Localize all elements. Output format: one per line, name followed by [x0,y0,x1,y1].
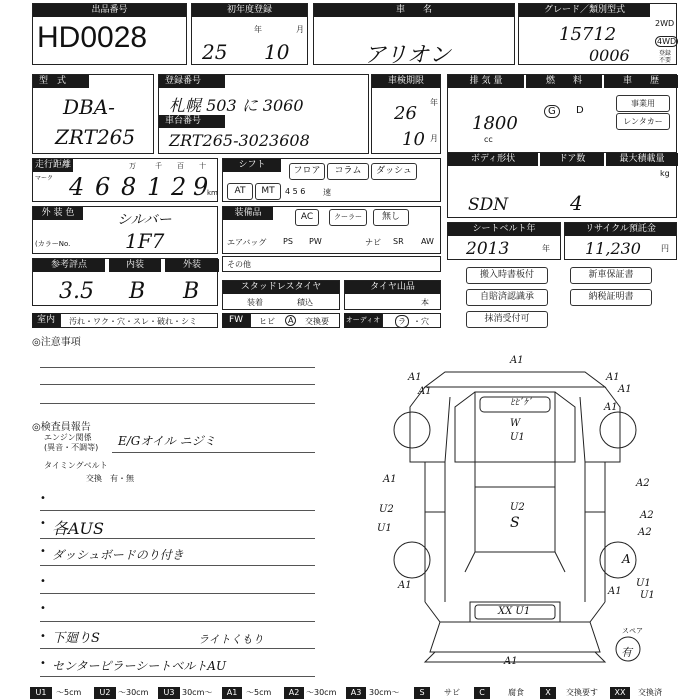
history-business: 事業用 [616,95,670,112]
inspection-month-label: 月 [430,134,438,143]
shift-speed: 速 [323,188,331,197]
bullet-6: • [40,631,46,642]
color-no-label: (カラーNo. [35,240,71,248]
equip-sr: SR [393,237,404,246]
mark-left1: A1 [383,474,397,485]
audio-box [382,313,441,328]
mark-left3: U1 [377,523,392,534]
shift-gears: 4 5 6 [285,187,306,196]
exterior-score-value: B [183,279,200,304]
legend-code-1: U2 [94,687,116,699]
reg-number-label: 登録番号 [159,75,225,88]
body-value: SDN [468,195,509,215]
doc-4: 納税証明書 [570,289,652,306]
first-reg-year: 25 [202,40,228,64]
mileage-digit-2: 6 [95,173,111,201]
legend-code-2: U3 [158,687,180,699]
engine-value: E/Gオイル ニジミ [118,434,216,448]
capacity-label: 最大積載量 [606,153,678,166]
legend-code-7: C [474,687,490,699]
mark-right2: A2 [640,510,654,521]
equipment-box [222,206,441,254]
interior-box [60,313,218,328]
legend-desc-7: 腐食 [508,688,524,697]
mark-fr1: A1 [606,372,620,383]
mark-rear1: A1 [398,580,412,591]
recycle-value: 11,230 [585,239,641,258]
chassis-label: 車台番号 [159,115,225,128]
displacement-box [447,74,677,154]
capacity-unit: kg [660,169,670,178]
equipment-label: 装備品 [223,207,273,220]
studless-label: スタッドレスタイヤ [223,281,339,294]
mileage-digit-6: 9 [193,173,209,201]
tire-box [344,280,441,310]
displacement-value: 1800 [472,113,518,134]
equip-aw: AW [421,237,434,246]
model-type-line1: DBA- [63,95,115,119]
mileage-h-hyaku: 百 [177,162,184,170]
first-reg-month-label: 月 [296,25,304,34]
audio-text: ・穴 [413,317,429,326]
equip-ac: AC [295,209,319,226]
mark-rear2: U1 [636,578,651,589]
mark-trunk: XX U1 [498,606,531,617]
first-reg-year-label: 年 [254,25,262,34]
damage-legend [0,686,700,700]
note-line-1 [40,367,315,368]
displacement-unit: cc [484,135,493,144]
legend-code-3: A1 [222,687,242,699]
fw-text2: 交換要 [305,317,329,326]
legend-code-8: X [540,687,556,699]
lot-number-value: HD0028 [37,21,148,54]
legend-desc-1: ～30cm [118,688,149,697]
mark-right3: A2 [638,527,652,538]
grade-value-2: 0006 [589,46,630,65]
report-item-4: センターピラーシートベルトAU [52,659,227,673]
seatbelt-value: 2013 [466,239,510,259]
equip-cooler: クーラー [329,209,367,226]
mark-fr2: A1 [618,384,632,395]
fw-box [250,313,340,328]
equip-airbag: エアバッグ [227,238,267,247]
report-line-1 [40,510,315,511]
interior-label: 室内 [32,313,60,328]
legend-code-5: A3 [346,687,366,699]
bullet-2: • [40,518,46,529]
seatbelt-label: シートベルト年 [448,223,560,236]
color-box [32,206,218,254]
bullet-5: • [40,603,46,614]
mark-fl2: A1 [418,386,432,397]
report-line-6 [40,648,315,649]
report-title: ◎検査員報告 [32,422,91,433]
drive-2wd: 2WD [655,19,675,28]
report-item-2: ダッシュボードのり付き [52,548,184,562]
mark-rear3: U1 [640,590,655,601]
recycle-box [564,222,677,260]
spare-label: スペア [622,627,643,635]
reg-number-value: 札幌 503 に 3060 [169,96,304,115]
grade-box [518,3,677,65]
seatbelt-box [447,222,561,260]
seatbelt-year-label: 年 [542,244,550,253]
mileage-mark: マーク [35,175,54,182]
grade-value-1: 15712 [559,24,617,45]
mark-fl1: A1 [408,372,422,383]
recycle-label: リサイクル預託金 [565,223,676,236]
audio-label: オーディオ [344,313,382,328]
shift-column: コラム [327,163,369,180]
legend-desc-3: ～5cm [246,688,272,697]
bullet-7: • [40,658,46,669]
mileage-label: 走行距離 [34,160,71,170]
notes-title: ◎注意事項 [32,337,81,348]
color-label: 外 装 色 [33,207,83,220]
shift-box [222,158,441,202]
history-label: 車 歴 [604,75,678,88]
legend-desc-4: ～30cm [306,688,337,697]
legend-code-9: XX [610,687,630,699]
mileage-h-juu: 十 [199,162,206,170]
fuel-label: 燃 料 [526,75,602,88]
doors-value: 4 [570,191,583,215]
exterior-score-label: 外装 [165,259,219,272]
interior-score-label: 内装 [109,259,161,272]
shift-dash: ダッシュ [371,163,417,180]
model-type-label: 型 式 [33,75,89,88]
report-item-3b: ライトくもり [198,633,264,646]
doc-2: 新車保証書 [570,267,652,284]
mileage-h-man: 万 [129,162,136,170]
fw-label: FW [222,313,250,328]
shift-floor: フロア [289,163,325,180]
timing-opts: 交換 有・無 [86,474,134,483]
mark-roof2: S [510,515,520,531]
doc-3: 自賠済認識承 [466,289,548,306]
score-value: 3.5 [59,279,94,304]
chassis-value: ZRT265-3023608 [169,131,310,150]
shift-label: シフト [223,159,281,172]
inspection-year-label: 年 [430,98,438,107]
history-rental: レンタカー [616,113,670,130]
model-type-line2: ZRT265 [55,125,136,149]
grade-label: グレード／類別型式 [519,4,650,17]
mileage-digit-3: 8 [121,173,137,201]
mark-bottom: A1 [504,656,518,667]
drive-4wd: 4WD [657,37,677,46]
equip-other: その他 [227,260,251,269]
score-label: 参考評点 [33,259,105,272]
equip-none: 無し [373,209,409,226]
equip-ps: PS [283,237,293,246]
legend-desc-0: ～5cm [56,688,82,697]
score-box [32,258,218,306]
mark-top: A1 [510,355,524,366]
car-name-box [313,3,515,68]
note-line-3 [40,403,315,404]
legend-desc-6: サビ [444,688,460,697]
doors-label: ドア数 [540,153,604,166]
legend-desc-5: 30cm～ [369,688,400,697]
inspection-month: 10 [402,129,425,150]
registration-box [158,74,369,154]
body-box [447,152,677,218]
engine-label: エンジン関係 (異音・不調等) [44,433,99,452]
tire-label: タイヤ山品 [345,281,440,294]
studless-box [222,280,340,310]
mileage-unit-km: km [207,189,218,197]
report-line-5 [40,621,315,622]
studless-opt2: 積込 [297,298,313,307]
mark-hood1: W [510,418,521,429]
mileage-digit-5: 2 [171,173,187,201]
fw-text: ヒビ [259,317,275,326]
mileage-box [32,158,218,202]
mark-wheel-rr: A [622,552,631,566]
doc-5: 抹消受付可 [466,311,548,328]
studless-opt1: 装着 [247,298,263,307]
bullet-4: • [40,576,46,587]
interior-text: 汚れ・ワク・穴・スレ・破れ・シミ [69,317,197,326]
equipment-other-box [222,256,441,272]
mark-roof1: U2 [510,502,525,513]
inspection-label: 車検期限 [372,75,440,88]
bullet-3: • [40,546,46,557]
interior-score-value: B [129,279,146,304]
fw-opt: A [285,315,296,326]
model-type-box [32,74,154,154]
legend-code-4: A2 [284,687,304,699]
color-value: シルバー [117,212,172,228]
tire-unit: 本 [421,298,429,307]
report-line-3 [40,565,315,566]
recycle-unit: 円 [661,244,669,253]
legend-code-0: U1 [30,687,52,699]
mark-left2: U2 [379,504,394,515]
shift-at: AT [227,183,253,200]
color-code: 1F7 [125,229,165,253]
lot-number-box [32,3,187,65]
audio-opt: ラ [395,315,409,328]
mark-rear4: A1 [608,586,622,597]
grade-note: 登録 不要 [659,50,672,64]
mark-right1: A2 [636,478,650,489]
shift-mt: MT [255,183,281,200]
mileage-digit-1: 4 [69,173,85,201]
legend-desc-8: 交換要す [566,688,598,697]
report-item-1: 各AUS [52,519,105,538]
first-reg-month: 10 [264,40,290,64]
lot-number-label: 出品番号 [33,4,186,17]
body-label: ボディ形状 [448,153,538,166]
car-name-value: アリオン [364,43,451,68]
mileage-h-sen: 千 [155,162,162,170]
report-item-3: 下廻りS [52,631,100,646]
timing-label: タイミングベルト [44,461,108,470]
car-name-label: 車 名 [314,4,514,17]
mark-fr3: A1 [604,402,618,413]
mark-hood2: U1 [510,432,525,443]
fuel-d: D [576,105,584,116]
mileage-digit-4: 1 [147,173,163,201]
inspection-year: 26 [394,103,417,124]
doc-1: 搬入時書板付 [466,267,548,284]
first-registration-box [191,3,308,65]
first-registration-label: 初年度登録 [192,4,307,17]
legend-desc-2: 30cm～ [182,688,213,697]
bullet-1: • [40,493,46,504]
legend-code-6: S [414,687,430,699]
report-line-7 [40,676,315,677]
engine-line [112,452,315,453]
equip-pw: PW [309,237,322,246]
note-line-2 [40,384,315,385]
spare-value: 有 [621,646,632,659]
mark-glass: ﾋﾋﾞｹﾞ [510,398,533,408]
equip-navi: ナビ [365,238,381,247]
legend-desc-9: 交換済 [638,688,662,697]
report-line-2 [40,538,315,539]
fuel-g: G [544,105,560,118]
displacement-label: 排 気 量 [448,75,524,88]
report-line-4 [40,593,315,594]
inspection-box [371,74,441,154]
